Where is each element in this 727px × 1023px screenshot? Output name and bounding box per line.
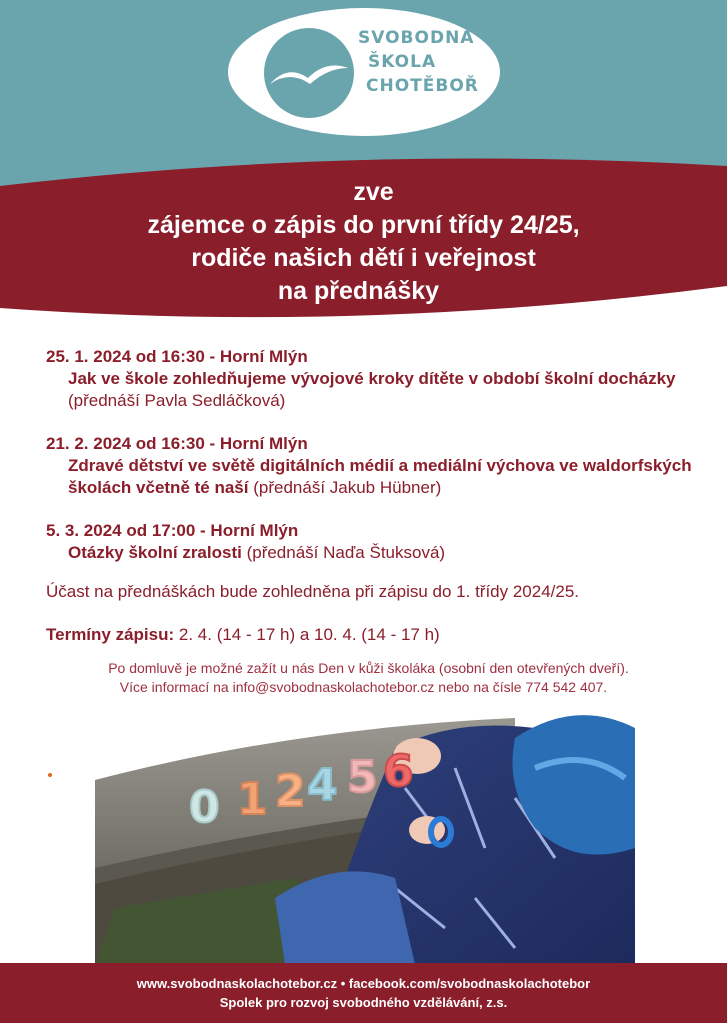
headline-line-2: zájemce o zápis do první třídy 24/25, — [147, 211, 580, 239]
headline-line-3: rodiče našich dětí i veřejnost — [191, 244, 536, 272]
lecture-lecturer: (přednáší Naďa Štuksová) — [246, 543, 446, 562]
lecture-title: Zdravé dětství ve světě digitálních médií a mediální výchova ve waldorfských školách včetně té naší — [68, 456, 692, 497]
digit-4: 4 — [307, 760, 338, 811]
lecture-lecturer: (přednáší Jakub Hübner) — [253, 478, 442, 497]
digit-1: 1 — [237, 774, 268, 825]
logo-line-1: SVOBODNÁ — [358, 28, 475, 48]
logo-line-2: ŠKOLA — [368, 52, 437, 72]
digit-6: 6 — [383, 746, 414, 797]
lecture-topic — [46, 542, 706, 564]
child-photo — [95, 708, 635, 964]
lecture-item — [46, 346, 706, 412]
lecture-item — [46, 520, 706, 564]
school-logo — [228, 8, 500, 136]
lecture-date: 25. 1. 2024 od 16:30 - Horní Mlýn — [46, 347, 308, 366]
decorative-dot — [48, 773, 52, 777]
contact-info — [0, 659, 727, 697]
info-line-2: Více informací na info@svobodnaskolachotebor.cz nebo na čísle 774 542 407. — [119, 679, 608, 695]
enrollment-dates — [46, 625, 440, 645]
lecture-list — [46, 346, 706, 585]
lecture-topic — [46, 455, 706, 499]
logo-line-3: CHOTĚBOŘ — [366, 76, 479, 96]
footer-org: Spolek pro rozvoj svobodného vzdělávání, z.s. — [219, 995, 508, 1010]
headline-line-1: zve — [353, 178, 394, 206]
lecture-item — [46, 433, 706, 499]
lecture-title: Otázky školní zralosti — [68, 543, 242, 562]
footer-text — [0, 974, 727, 1012]
attendance-note: Účast na přednáškách bude zohledněna při zápisu do 1. třídy 2024/25. — [46, 582, 580, 601]
digit-5: 5 — [347, 752, 378, 803]
headline-line-4: na přednášky — [277, 277, 440, 305]
lecture-topic — [46, 368, 706, 412]
footer-links: www.svobodnaskolachotebor.cz • facebook.com/svobodnaskolachotebor — [136, 976, 591, 991]
headline — [0, 176, 727, 308]
enrollment-value: 2. 4. (14 - 17 h) a 10. 4. (14 - 17 h) — [178, 625, 440, 644]
info-line-1: Po domluvě je možné zažít u nás Den v kůži školáka (osobní den otevřených dveří). — [108, 660, 629, 676]
digit-2: 2 — [275, 766, 306, 817]
lecture-title: Jak ve škole zohledňujeme vývojové kroky dítěte v období školní docházky — [68, 369, 676, 388]
lecture-date: 5. 3. 2024 od 17:00 - Horní Mlýn — [46, 521, 299, 540]
enrollment-label: Termíny zápisu: — [46, 625, 175, 644]
digit-0: 0 — [189, 782, 220, 833]
lecture-lecturer: (přednáší Pavla Sedláčková) — [68, 391, 286, 410]
lecture-date: 21. 2. 2024 od 16:30 - Horní Mlýn — [46, 434, 308, 453]
bird-icon — [266, 54, 352, 94]
logo-text — [358, 26, 488, 98]
